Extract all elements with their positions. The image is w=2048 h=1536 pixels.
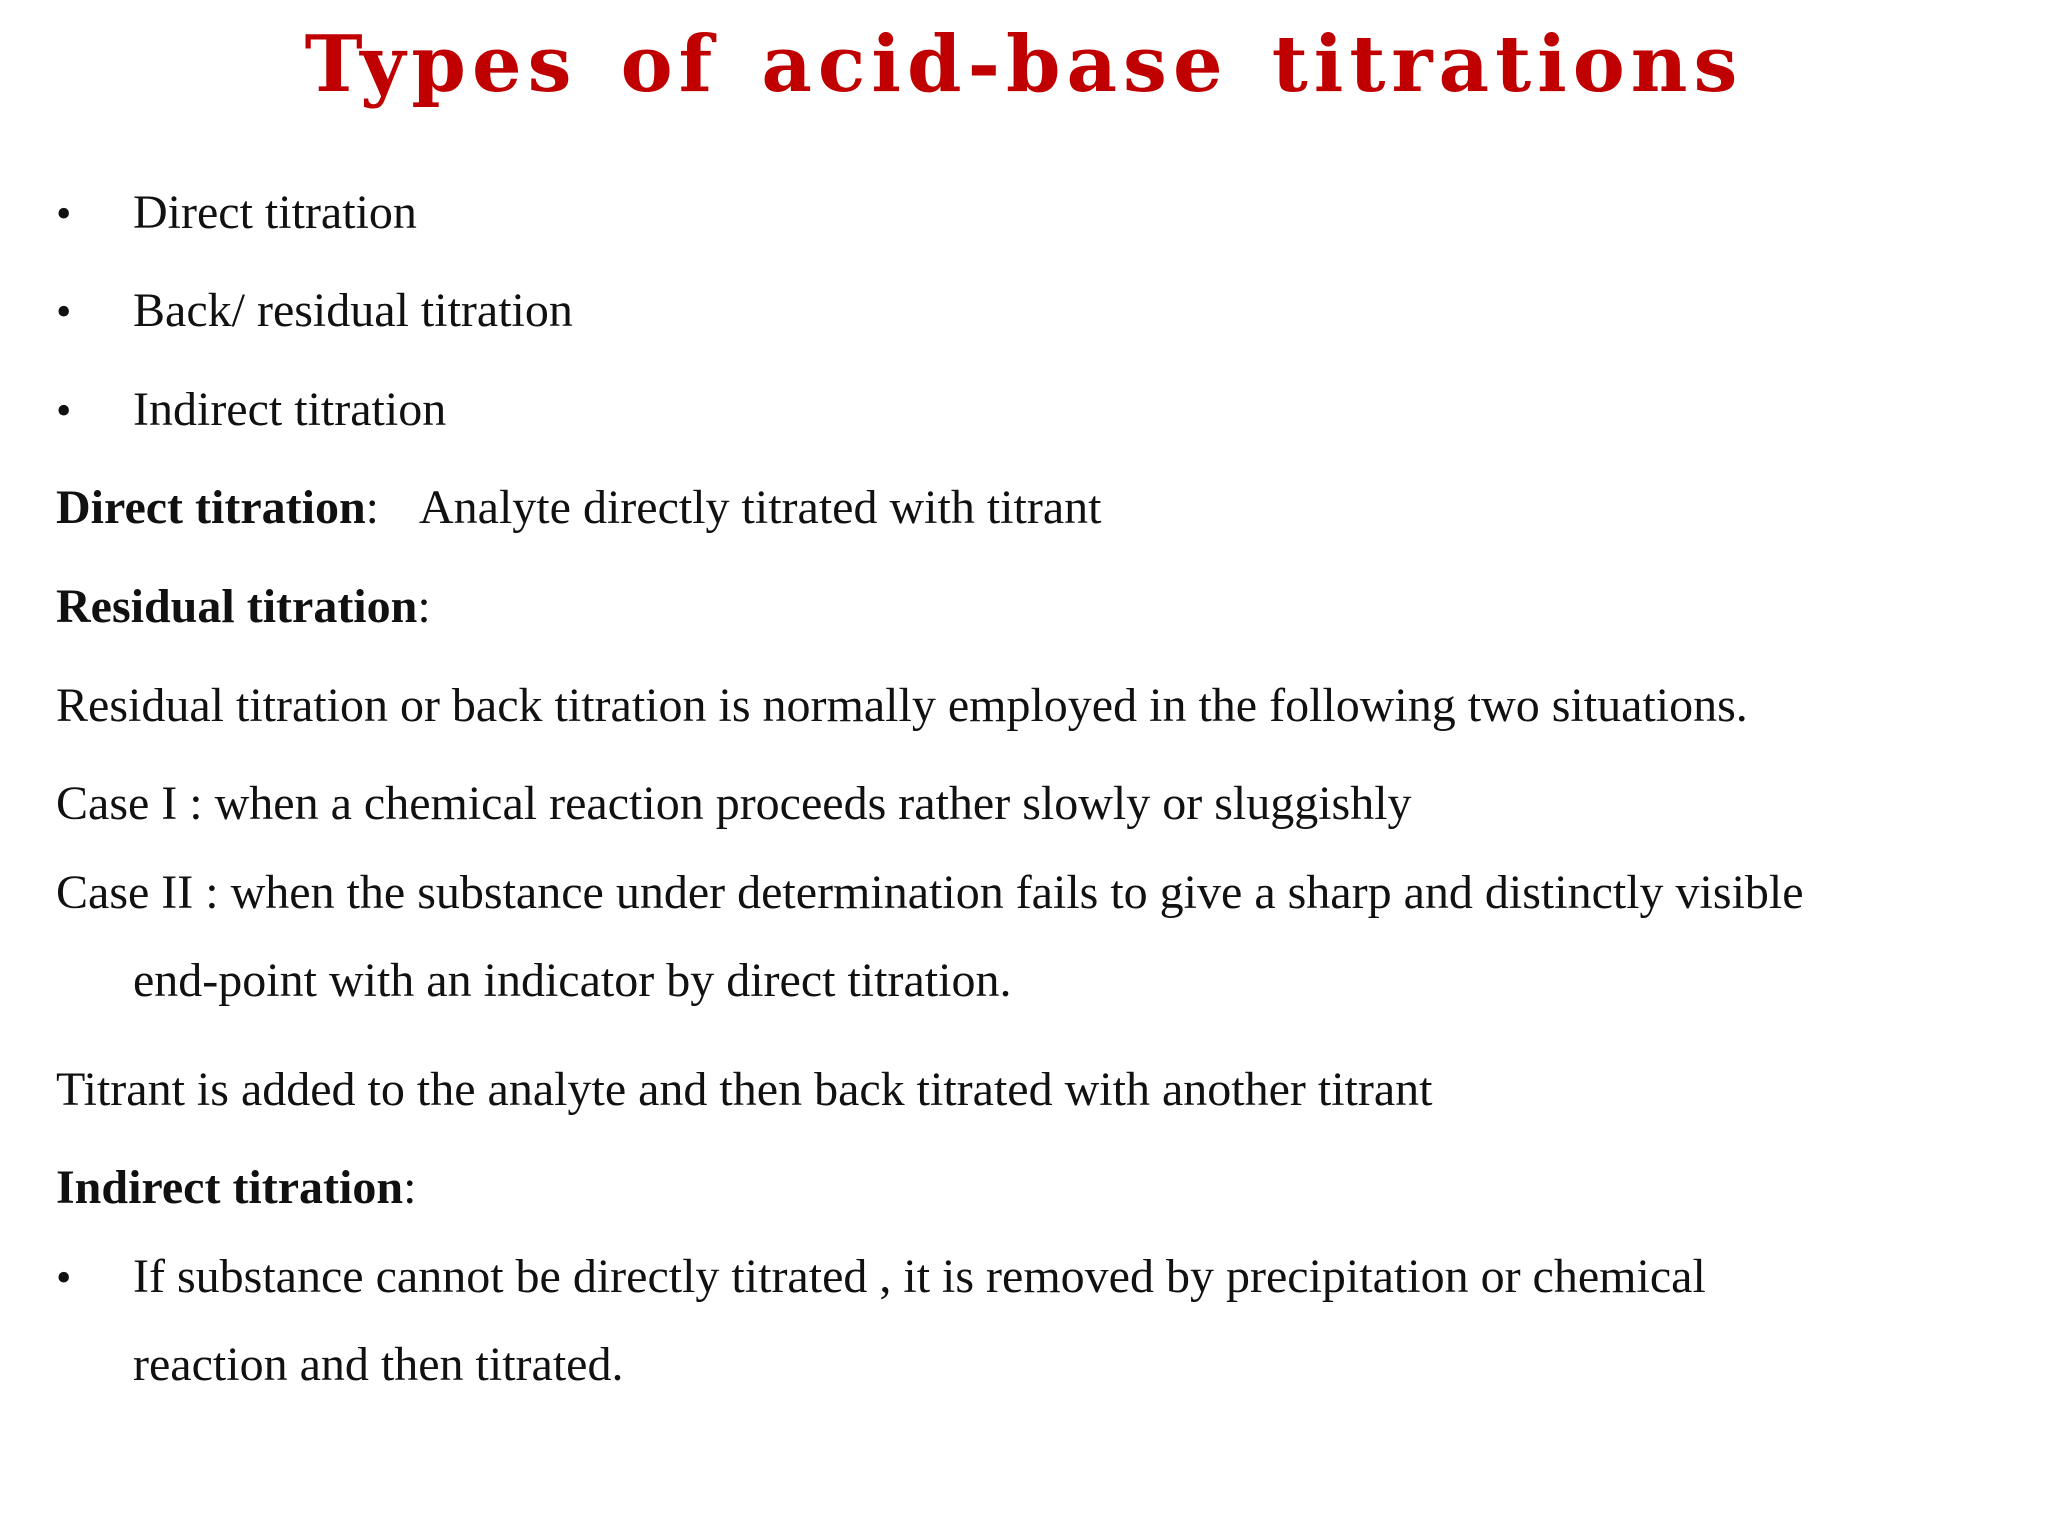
direct-titration-heading: Direct titration <box>56 481 366 534</box>
indirect-titration-heading-line <box>56 1160 416 1216</box>
direct-titration-text: Analyte directly titrated with titrant <box>419 481 1102 534</box>
residual-titration-heading: Residual titration <box>56 580 418 633</box>
residual-intro: Residual titration or back titration is normally employed in the following two situations. <box>56 679 1748 732</box>
list-item-indirect: Indirect titration <box>133 383 447 436</box>
bullet-icon: • <box>56 287 72 336</box>
bullet-icon: • <box>56 189 72 238</box>
bullet-icon: • <box>56 386 72 435</box>
residual-case-2-line-2: end-point with an indicator by direct titration. <box>133 954 1012 1007</box>
direct-titration-line <box>56 480 1101 536</box>
bullet-icon: • <box>56 1253 72 1302</box>
direct-colon: : <box>365 481 379 534</box>
list-item-back-residual: Back/ residual titration <box>133 284 573 337</box>
list-item-direct: Direct titration <box>133 186 417 239</box>
residual-titration-heading-line <box>56 579 431 635</box>
indirect-bullet-line-2: reaction and then titrated. <box>133 1338 624 1391</box>
residual-colon: : <box>417 580 431 633</box>
indirect-colon: : <box>403 1161 417 1214</box>
residual-summary: Titrant is added to the analyte and then back titrated with another titrant <box>56 1063 1433 1116</box>
indirect-titration-heading: Indirect titration <box>56 1161 404 1214</box>
slide-title: Types of acid-base titrations <box>304 19 1744 110</box>
residual-case-1: Case I : when a chemical reaction proceeds rather slowly or sluggishly <box>56 777 1412 830</box>
residual-case-2-line-1: Case II : when the substance under determination fails to give a sharp and distinctly visible <box>56 866 1804 919</box>
indirect-bullet-line-1: If substance cannot be directly titrated , it is removed by precipitation or chemical <box>133 1250 1706 1303</box>
